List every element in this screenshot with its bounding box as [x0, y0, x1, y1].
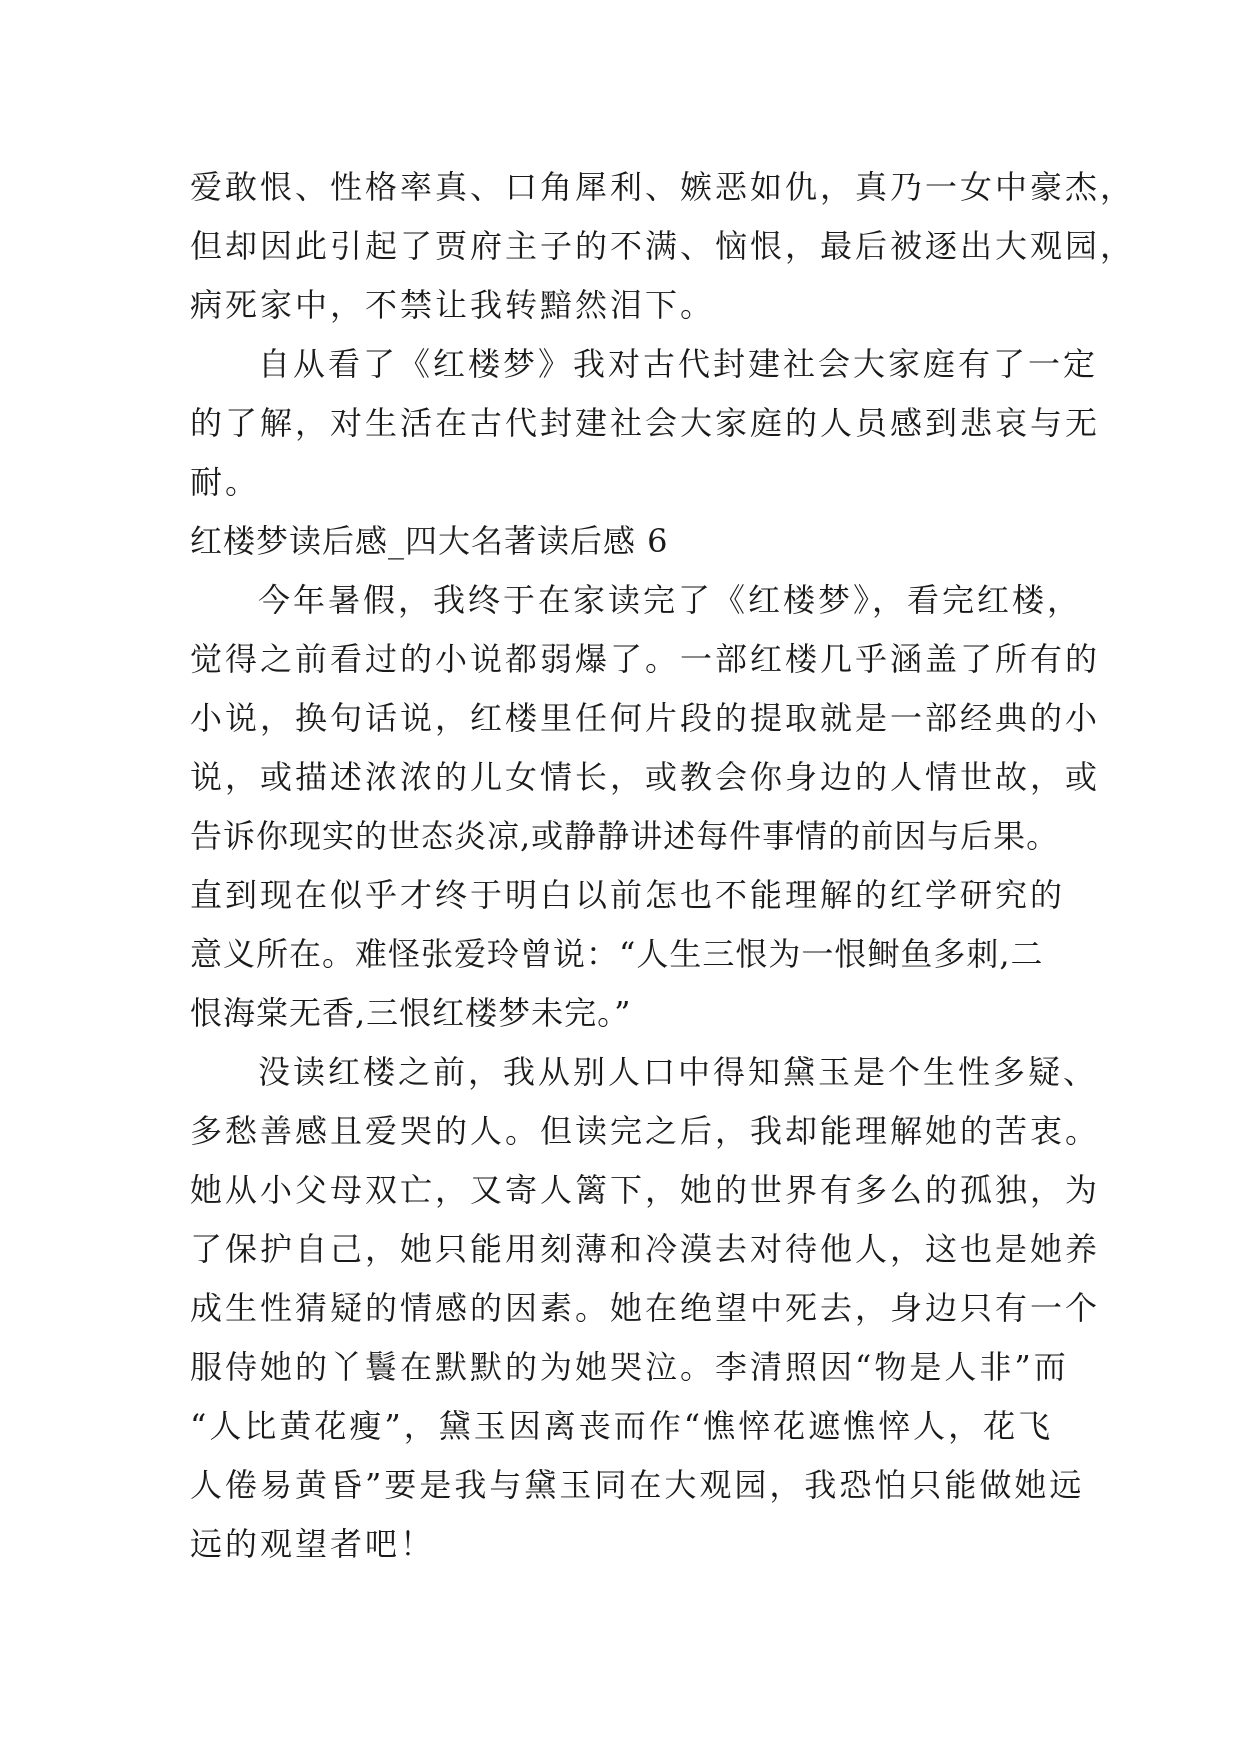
paragraph-start-line: 今年暑假，我终于在家读完了《红楼梦》，看完红楼，	[258, 581, 1083, 619]
text-line: 的了解，对生活在古代封建社会大家庭的人员感到悲哀与无	[190, 404, 1101, 442]
document-body	[190, 158, 1136, 1574]
text-line: 直到现在似乎才终于明白以前怎也不能理解的红学研究的	[190, 876, 1066, 914]
section-heading: 红楼梦读后感_四大名著读后感 6	[190, 522, 669, 560]
text-line: 爱敢恨、性格率真、口角犀利、嫉恶如仇，真乃一女中豪杰，	[190, 168, 1136, 206]
text-line: 多愁善感且爱哭的人。但读完之后，我却能理解她的苦衷。	[190, 1112, 1101, 1150]
text-line: 成生性猜疑的情感的因素。她在绝望中死去，身边只有一个	[190, 1289, 1101, 1327]
paragraph-start-line: 没读红楼之前，我从别人口中得知黛玉是个生性多疑、	[258, 1053, 1099, 1091]
text-line: 小说，换句话说，红楼里任何片段的提取就是一部经典的小	[190, 699, 1101, 737]
paragraph-start-line: 自从看了《红楼梦》我对古代封建社会大家庭有了一定	[258, 345, 1099, 383]
text-line: 告诉你现实的世态炎凉,或静静讲述每件事情的前因与后果。	[190, 817, 1060, 855]
text-line: 了保护自己，她只能用刻薄和冷漠去对待他人，这也是她养	[190, 1230, 1101, 1268]
text-line: 病死家中，不禁让我转黯然泪下。	[190, 286, 716, 324]
text-line: 说，或描述浓浓的儿女情长，或教会你身边的人情世故，或	[190, 758, 1101, 796]
text-line: 远的观望者吧！	[190, 1525, 436, 1563]
text-line: 但却因此引起了贾府主子的不满、恼恨，最后被逐出大观园，	[190, 227, 1136, 265]
text-line: 恨海棠无香,三恨红楼梦未完。”	[190, 994, 632, 1032]
text-line: 服侍她的丫鬟在默默的为她哭泣。李清照因“物是人非”而	[190, 1348, 1069, 1386]
text-line: 她从小父母双亡，又寄人篱下，她的世界有多么的孤独，为	[190, 1171, 1101, 1209]
text-line: 人倦易黄昏”要是我与黛玉同在大观园，我恐怕只能做她远	[190, 1466, 1085, 1504]
text-line: “人比黄花瘦”，黛玉因离丧而作“憔悴花遮憔悴人，花飞	[190, 1407, 1054, 1445]
text-line: 耐。	[190, 463, 261, 501]
text-line: 意义所在。难怪张爱玲曾说：“人生三恨为一恨鲥鱼多刺,二	[190, 935, 1044, 973]
text-line: 觉得之前看过的小说都弱爆了。一部红楼几乎涵盖了所有的	[190, 640, 1101, 678]
